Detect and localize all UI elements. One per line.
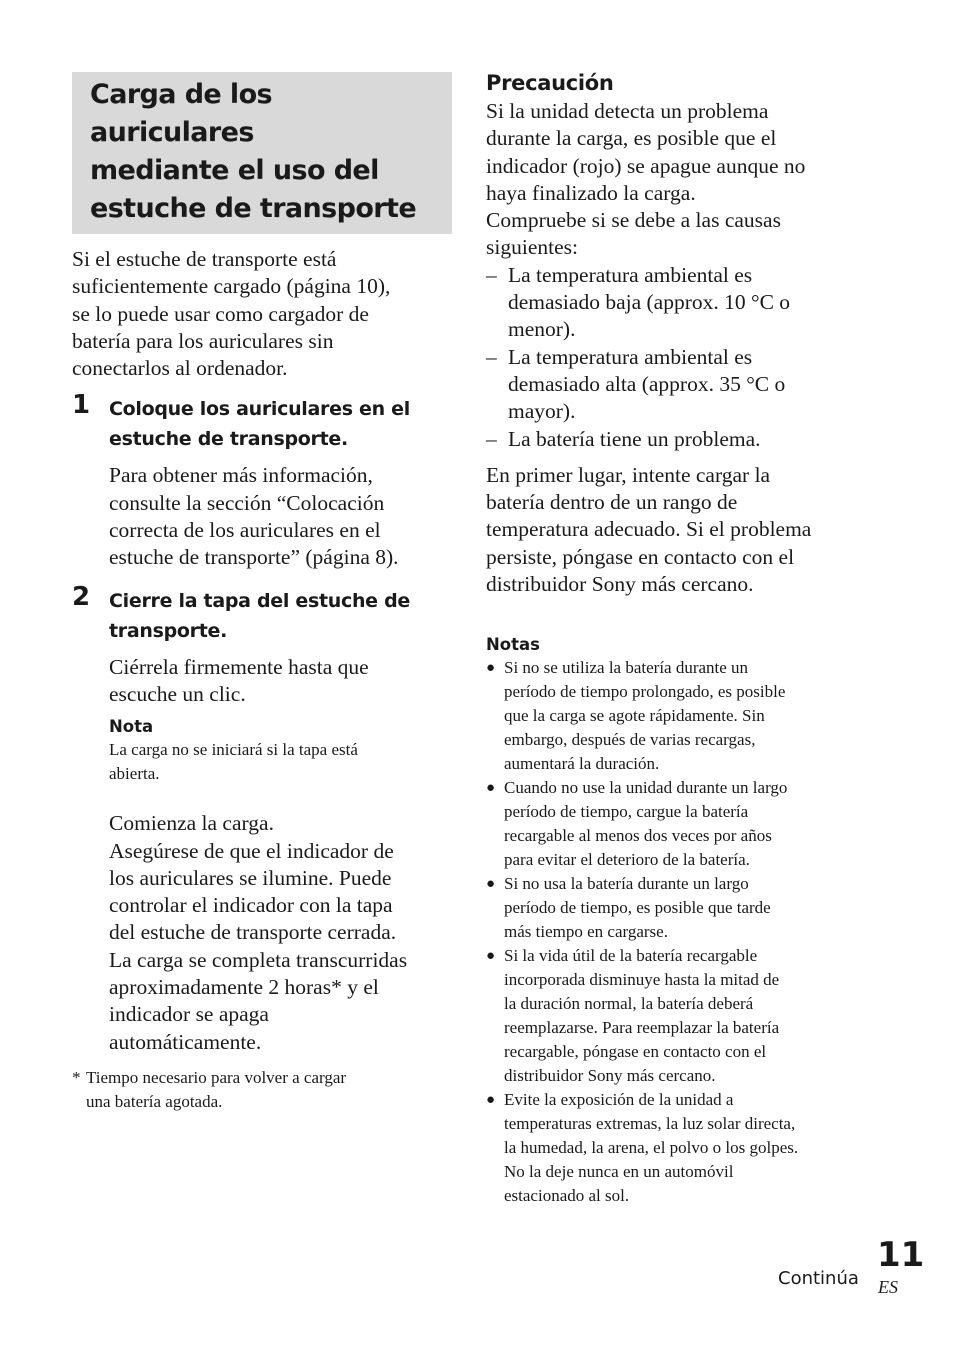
text-line: Compruebe si se debe a las causas — [486, 208, 781, 233]
step-note — [109, 716, 452, 786]
footnote — [72, 1066, 452, 1114]
notes-heading: Notas — [486, 635, 540, 655]
step-heading — [109, 586, 452, 646]
text-line: del estuche de transporte cerrada. — [109, 920, 397, 945]
text-line: haya finalizado la carga. — [486, 180, 696, 205]
text-line: para evitar el deterioro de la batería. — [504, 850, 750, 870]
page-language: ES — [878, 1277, 898, 1297]
section-title-line: mediante el uso del — [90, 155, 379, 186]
text-line: Evite la exposición de la unidad a — [504, 1090, 734, 1110]
bullet-icon: ● — [486, 1092, 496, 1109]
section-title-line: Carga de los auriculares — [90, 79, 273, 148]
list-item — [486, 344, 866, 426]
note-text — [109, 738, 452, 786]
text-line: transporte. — [109, 619, 228, 642]
text-line: recargable, póngase en contacto con el — [504, 1042, 767, 1062]
list-item — [486, 656, 866, 776]
text-line: distribuidor Sony más cercano. — [486, 572, 754, 597]
text-line: estuche de transporte” (página 8). — [109, 545, 399, 570]
precaution-heading: Precaución — [486, 71, 614, 95]
step-heading — [109, 394, 452, 454]
text-line: No la deje nunca en un automóvil — [504, 1162, 734, 1182]
step-number: 1 — [72, 390, 91, 421]
notes-list — [486, 656, 866, 1208]
text-line: período de tiempo prolongado, es posible — [504, 682, 786, 702]
list-item — [486, 262, 866, 344]
text-line: La batería tiene un problema. — [508, 426, 761, 451]
text-line: una batería agotada. — [86, 1091, 223, 1111]
text-line: suficientemente cargado (página 10), — [72, 274, 391, 299]
text-line: correcta de los auriculares en el — [109, 518, 381, 543]
section-title-line: estuche de transporte — [90, 193, 417, 224]
text-line: batería dentro de un rango de — [486, 490, 738, 515]
text-line: mayor). — [508, 399, 576, 424]
left-column — [72, 72, 452, 1114]
text-line: la humedad, la arena, el polvo o los golpes. — [504, 1138, 799, 1158]
footnote-marker: * — [72, 1067, 81, 1087]
intro-paragraph — [72, 246, 452, 382]
text-line: recargable al menos dos veces por años — [504, 826, 772, 846]
causes-list — [486, 262, 866, 453]
continue-label: Continúa — [778, 1268, 859, 1289]
text-line: estuche de transporte. — [109, 428, 348, 451]
right-column — [486, 68, 866, 1208]
text-line: se lo puede usar como cargador de — [72, 301, 369, 326]
text-line: período de tiempo, es posible que tarde — [504, 898, 771, 918]
text-line: menor). — [508, 317, 576, 342]
step-body — [109, 462, 452, 571]
step-body — [109, 654, 452, 709]
dash-marker: – — [486, 262, 497, 287]
text-line: período de tiempo, cargue la batería — [504, 802, 749, 822]
text-line: La temperatura ambiental es — [508, 262, 753, 287]
step-result — [109, 810, 452, 1056]
text-line: demasiado alta (approx. 35 °C o — [508, 371, 786, 396]
list-item — [486, 944, 866, 1088]
text-line: conectarlos al ordenador. — [72, 356, 288, 381]
text-line: distribuidor Sony más cercano. — [504, 1066, 716, 1086]
text-line: indicador (rojo) se apague aunque no — [486, 153, 806, 178]
text-line: Si no usa la batería durante un largo — [504, 874, 749, 894]
precaution-paragraph — [486, 98, 866, 262]
text-line: consulte la sección “Colocación — [109, 490, 385, 515]
text-line: siguientes: — [486, 235, 578, 260]
text-line: reemplazarse. Para reemplazar la batería — [504, 1018, 780, 1038]
text-line: Ciérrela firmemente hasta que — [109, 654, 369, 679]
text-line: temperatura adecuado. Si el problema — [486, 517, 812, 542]
text-line: Cuando no use la unidad durante un largo — [504, 778, 788, 798]
text-line: controlar el indicador con la tapa — [109, 893, 393, 918]
list-item — [486, 872, 866, 944]
text-line: Si la vida útil de la batería recargable — [504, 946, 758, 966]
text-line: Asegúrese de que el indicador de — [109, 838, 394, 863]
step-number: 2 — [72, 581, 91, 612]
text-line: En primer lugar, intente cargar la — [486, 462, 771, 487]
text-line: la duración normal, la batería deberá — [504, 994, 754, 1014]
bullet-icon: ● — [486, 876, 496, 893]
advice-paragraph — [486, 462, 866, 598]
text-line: durante la carga, es posible que el — [486, 126, 777, 151]
text-line: embargo, después de varias recargas, — [504, 730, 756, 750]
text-line: temperaturas extremas, la luz solar directa, — [504, 1114, 796, 1134]
text-line: abierta. — [109, 764, 160, 784]
text-line: Coloque los auriculares en el — [109, 398, 410, 421]
text-line: aproximadamente 2 horas* y el — [109, 975, 379, 1000]
text-line: los auriculares se ilumine. Puede — [109, 865, 392, 890]
text-line: indicador se apaga — [109, 1002, 269, 1027]
step-2 — [72, 581, 452, 1114]
dash-marker: – — [486, 344, 497, 369]
section-title — [72, 72, 452, 234]
text-line: Para obtener más información, — [109, 463, 373, 488]
text-line: Si no se utiliza la batería durante un — [504, 658, 749, 678]
text-line: automáticamente. — [109, 1029, 262, 1054]
text-line: La carga no se iniciará si la tapa está — [109, 740, 358, 760]
text-line: escuche un clic. — [109, 681, 246, 706]
text-line: Cierre la tapa del estuche de — [109, 589, 410, 612]
text-line: más tiempo en cargarse. — [504, 922, 668, 942]
bullet-icon: ● — [486, 948, 496, 965]
text-line: batería para los auriculares sin — [72, 328, 334, 353]
text-line: Si la unidad detecta un problema — [486, 99, 769, 123]
list-item — [486, 1088, 866, 1208]
list-item — [486, 776, 866, 872]
text-line: La temperatura ambiental es — [508, 344, 753, 369]
text-line: persiste, póngase en contacto con el — [486, 544, 795, 569]
page-number: 11 — [877, 1235, 925, 1275]
step-1 — [72, 390, 452, 571]
text-line: aumentará la duración. — [504, 754, 660, 774]
text-line: demasiado baja (approx. 10 °C o — [508, 290, 791, 315]
text-line: Comienza la carga. — [109, 811, 274, 836]
bullet-icon: ● — [486, 780, 496, 797]
dash-marker: – — [486, 426, 497, 451]
text-line: estacionado al sol. — [504, 1186, 630, 1206]
text-line: que la carga se agote rápidamente. Sin — [504, 706, 765, 726]
text-line: La carga se completa transcurridas — [109, 947, 408, 972]
list-item — [486, 426, 866, 453]
bullet-icon: ● — [486, 660, 496, 677]
note-heading: Nota — [109, 717, 154, 737]
text-line: Tiempo necesario para volver a cargar — [86, 1067, 347, 1087]
text-line: incorporada disminuye hasta la mitad de — [504, 970, 780, 990]
text-line: Si el estuche de transporte está — [72, 247, 337, 271]
